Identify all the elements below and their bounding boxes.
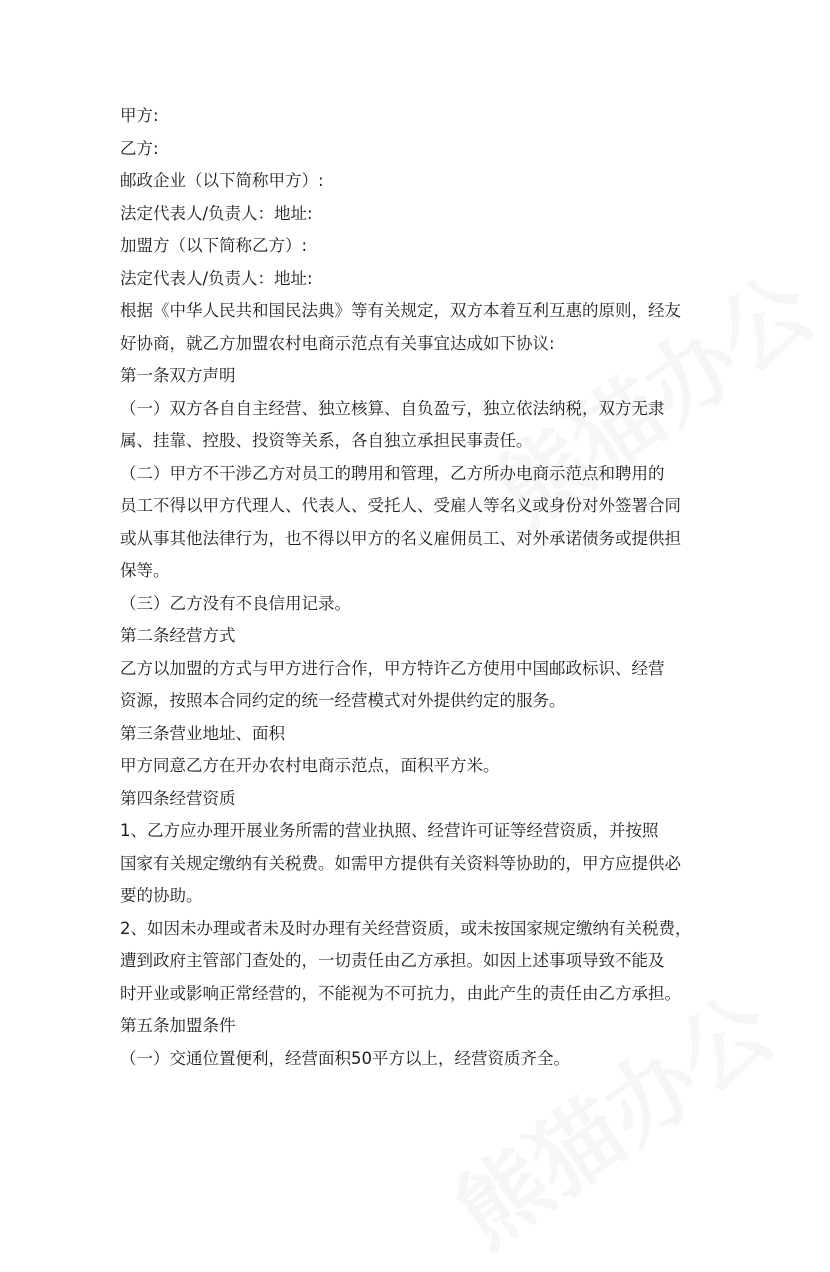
text-line: 2、如因未办理或者未及时办理有关经营资质，或未按国家规定缴纳有关税费， (120, 918, 692, 938)
text-line: （一）双方各自自主经营、独立核算、自负盈亏，独立依法纳税，双方无隶 (120, 398, 665, 418)
text-line: 法定代表人/负责人：地址: (120, 268, 313, 288)
text-line: 1、乙方应办理开展业务所需的营业执照、经营许可证等经营资质，并按照 (120, 821, 659, 840)
text-line: 乙方以加盟的方式与甲方进行合作，甲方特许乙方使用中国邮政标识、经营 (120, 658, 665, 678)
text-line: （三）乙方没有不良信用记录。 (120, 593, 351, 613)
text-line: 好协商，就乙方加盟农村电商示范点有关事宜达成如下协议: (120, 333, 555, 353)
text-line: （一）交通位置便利，经营面积50平方以上，经营资质齐全。 (120, 1048, 570, 1068)
text-line: 资源，按照本合同约定的统一经营模式对外提供约定的服务。 (120, 691, 566, 710)
section-heading: 第四条经营资质 (120, 788, 236, 808)
section-heading: 第三条营业地址、面积 (120, 723, 285, 743)
text-line: 邮政企业（以下简称甲方）: (120, 171, 324, 190)
text-line: 乙方: (120, 138, 159, 158)
text-line: 甲方同意乙方在开办农村电商示范点，面积平方米。 (120, 756, 500, 775)
section-heading: 第二条经营方式 (120, 626, 236, 645)
text-line: 国家有关规定缴纳有关税费。如需甲方提供有关资料等协助的，甲方应提供必 (120, 853, 681, 873)
document-body (120, 100, 720, 1075)
text-line: 时开业或影响正常经营的，不能视为不可抗力，由此产生的责任由乙方承担。 (120, 983, 681, 1003)
text-line: 遭到政府主管部门查处的，一切责任由乙方承担。如因上述事项导致不能及 (120, 951, 665, 970)
section-heading: 第一条双方声明 (120, 366, 236, 385)
text-line: 加盟方（以下简称乙方）: (120, 236, 308, 255)
text-line: 法定代表人/负责人：地址: (120, 203, 313, 223)
text-line: （二）甲方不干涉乙方对员工的聘用和管理，乙方所办电商示范点和聘用的 (120, 463, 665, 483)
text-line: 员工不得以甲方代理人、代表人、受托人、受雇人等名义或身份对外签署合同 (120, 496, 681, 515)
text-line: 要的协助。 (120, 886, 203, 905)
text-line: 或从事其他法律行为，也不得以甲方的名义雇佣员工、对外承诺债务或提供担 (120, 528, 681, 548)
text-line: 根据《中华人民共和国民法典》等有关规定，双方本着互利互惠的原则，经友 (120, 301, 681, 320)
text-line: 甲方: (120, 106, 159, 125)
section-heading: 第五条加盟条件 (120, 1016, 236, 1035)
text-line: 保等。 (120, 561, 170, 580)
text-line: 属、挂靠、控股、投资等关系，各自独立承担民事责任。 (120, 431, 533, 450)
